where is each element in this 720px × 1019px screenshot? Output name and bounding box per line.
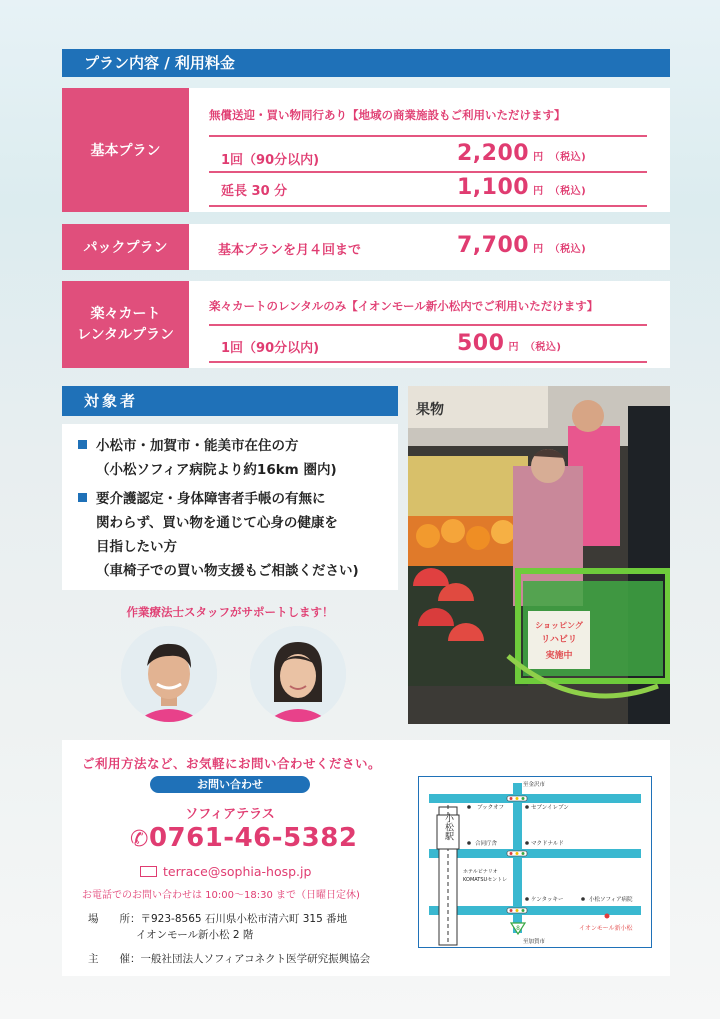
target-item-1: 小松市・加賀市・能美市在住の方 xyxy=(78,434,398,458)
svg-text:イオンモール新小松: イオンモール新小松 xyxy=(579,925,633,932)
svg-text:ケンタッキー: ケンタッキー xyxy=(531,897,564,903)
staff-photo-female xyxy=(250,626,346,722)
contact-lead: ご利用方法など、お気軽にお問い合わせください。 xyxy=(82,756,382,771)
mail-icon xyxy=(140,866,157,877)
pack-plan-name: パックプラン xyxy=(83,240,168,256)
contact-hours: お電話でのお問い合わせは 10:00〜18:30 まで（日曜日定休) xyxy=(82,890,360,901)
target-item-2: 要介護認定・身体障害者手帳の有無に xyxy=(78,487,398,511)
target-item-1-sub: （小松ソフィア病院より約16km 圏内) xyxy=(96,462,337,478)
cart-row-label: 1回（90分以内) xyxy=(221,341,320,356)
svg-text:KOMATSUセントレ: KOMATSUセントレ xyxy=(463,877,508,883)
svg-text:ショッピング: ショッピング xyxy=(535,621,583,630)
svg-text:ホテルビナリオ: ホテルビナリオ xyxy=(463,869,498,875)
divider xyxy=(209,171,647,173)
divider xyxy=(209,361,647,363)
basic-plan-desc: 無償送迎・買い物同行あり【地域の商業施設もご利用いただけます】 xyxy=(209,108,566,122)
basic-plan-body xyxy=(189,88,670,212)
contact-name: ソフィアテラス xyxy=(185,807,275,822)
phone-icon: ✆ xyxy=(130,827,149,852)
place-line2: イオンモール新小松 2 階 xyxy=(136,929,254,941)
basic-row1-price: 2,200 円 （税込) xyxy=(457,141,587,166)
contact-email[interactable]: terrace@sophia-hosp.jp xyxy=(140,864,311,879)
svg-text:至金沢市: 至金沢市 xyxy=(523,782,546,788)
target-item-2-line2: 関わらず、買い物を通じて心身の健康を xyxy=(96,515,338,531)
cart-plan-name-2: レンタルプラン xyxy=(76,326,175,343)
svg-text:マクドナルド: マクドナルド xyxy=(531,841,564,847)
organizer: 一般社団法人ソフィアコネクト医学研究振興協会 xyxy=(140,953,371,965)
plan-header xyxy=(62,49,670,77)
svg-text:小松ソフィア病院: 小松ソフィア病院 xyxy=(589,897,633,903)
staff-caption: 作業療法士スタッフがサポートします！ xyxy=(126,605,334,619)
divider xyxy=(209,135,647,137)
svg-text:8: 8 xyxy=(516,925,520,932)
address xyxy=(88,911,370,967)
svg-text:実施中: 実施中 xyxy=(545,651,573,661)
target-item-2-line3: 目指したい方 xyxy=(96,539,177,555)
cart-plan-label xyxy=(62,281,189,368)
svg-text:セブンイレブン: セブンイレブン xyxy=(531,805,569,811)
target-item-2-line4: （車椅子での買い物支援もご相談ください) xyxy=(96,563,359,579)
pack-plan-price: 7,700 円 （税込) xyxy=(457,233,587,258)
target-header xyxy=(62,386,398,416)
basic-row2-price: 1,100 円 （税込) xyxy=(457,175,587,200)
svg-text:合同庁舎: 合同庁舎 xyxy=(475,841,498,847)
basic-row1-label: 1回（90分以内) xyxy=(221,153,320,168)
svg-text:リハビリ: リハビリ xyxy=(541,635,577,645)
svg-text:小松駅: 小松駅 xyxy=(443,813,453,841)
org-label: 主 催： xyxy=(88,953,141,965)
contact-phone[interactable]: ✆0761-46-5382 xyxy=(130,823,358,853)
cart-plan-desc: 楽々カートのレンタルのみ【イオンモール新小松内でご利用いただけます】 xyxy=(209,299,599,313)
divider xyxy=(209,205,647,207)
svg-text:至加賀市: 至加賀市 xyxy=(523,939,546,945)
pack-plan-label xyxy=(62,224,189,270)
basic-plan-label xyxy=(62,88,189,212)
basic-plan-name: 基本プラン xyxy=(90,143,161,159)
plan-header-title: プラン内容 / 利用料金 xyxy=(84,54,235,72)
store-sign: 果物 xyxy=(416,402,444,418)
divider xyxy=(209,324,647,326)
cart-plan-name-1: 楽々カート xyxy=(90,305,161,322)
cart-plan-body xyxy=(189,281,670,368)
place-line1: 〒923-8565 石川県小松市清六町 315 番地 xyxy=(140,913,348,925)
staff-photo-male xyxy=(121,626,217,722)
access-map xyxy=(418,776,652,948)
contact-badge: お問い合わせ xyxy=(150,776,310,793)
target-box xyxy=(62,424,398,590)
shopping-photo xyxy=(408,386,670,724)
place-label: 場 所： xyxy=(88,913,141,925)
pack-plan-body xyxy=(189,224,670,270)
target-header-title: 対象者 xyxy=(84,392,139,410)
svg-text:ブックオフ: ブックオフ xyxy=(477,805,504,811)
basic-row2-label: 延長 30 分 xyxy=(221,184,288,199)
pack-plan-text: 基本プランを月４回まで xyxy=(218,243,362,258)
cart-row-price: 500 円 （税込) xyxy=(457,331,562,356)
